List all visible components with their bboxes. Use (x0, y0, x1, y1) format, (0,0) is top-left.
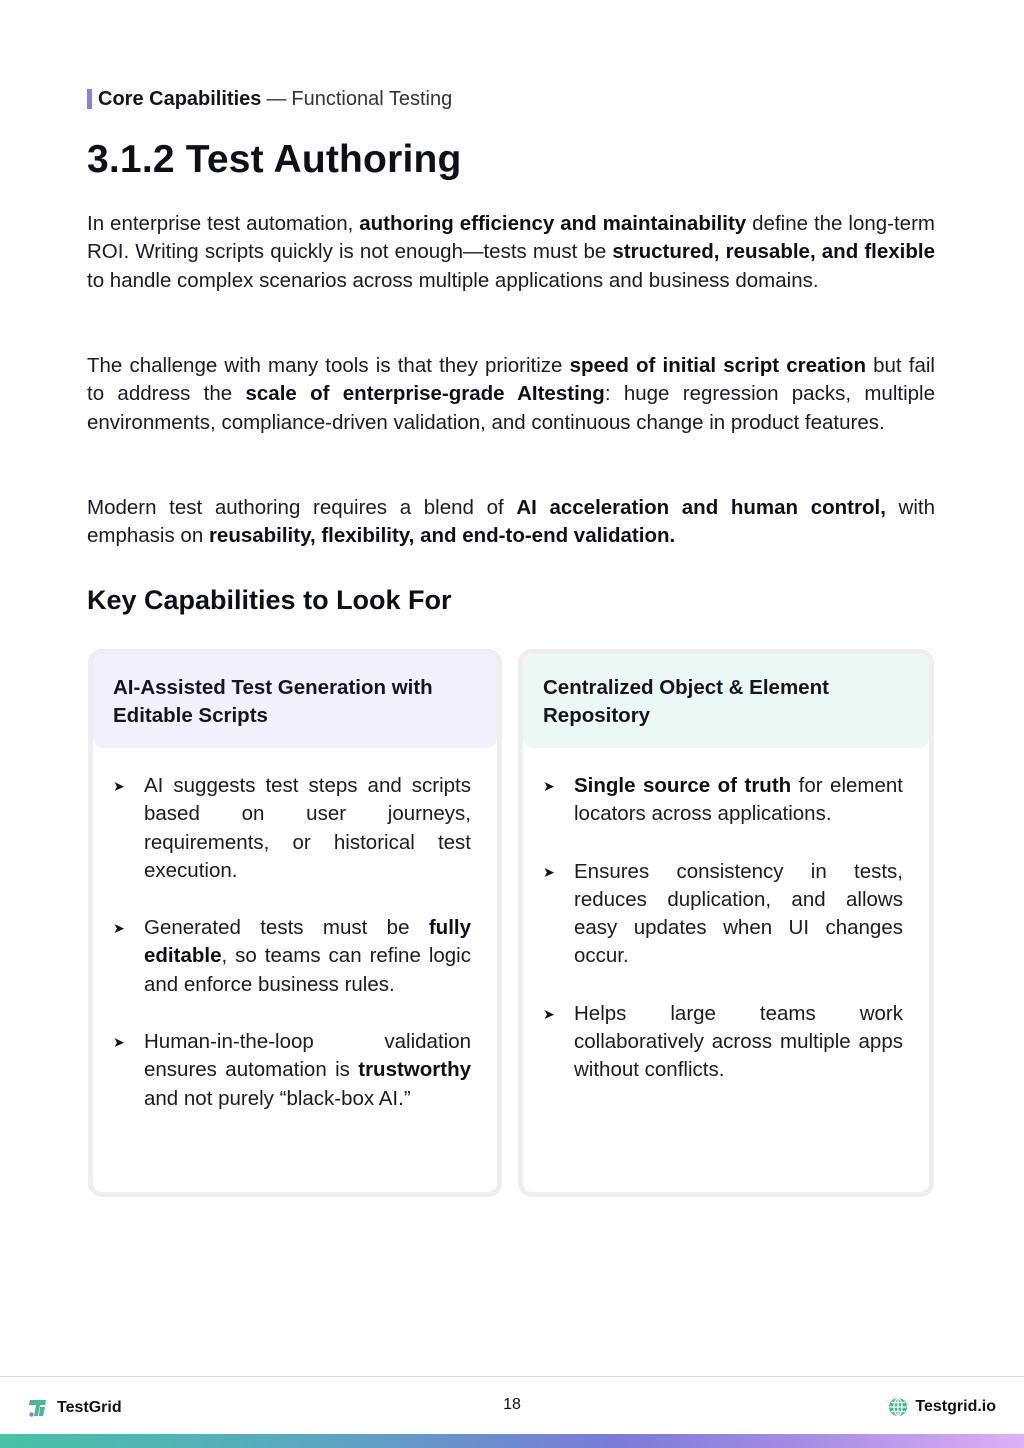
body-text: AI suggests test steps and scripts based on user journeys, requirements, or historical test execution. (144, 774, 471, 882)
arrowhead-right-icon: ➤ (543, 778, 555, 794)
emphasis-text: speed of initial script creation (569, 354, 866, 377)
breadcrumb (87, 86, 452, 112)
list-item (113, 1028, 471, 1113)
emphasis-text: structured, reusable, and flexible (612, 240, 935, 264)
card-title: AI-Assisted Test Generation with Editable Scripts (93, 654, 497, 748)
footer-gradient-bar (0, 1434, 1024, 1448)
emphasis-text: authoring efficiency and maintainability (359, 212, 747, 235)
list-item (543, 772, 903, 829)
modern-authoring-paragraph (87, 494, 935, 551)
section-marker (87, 89, 92, 109)
body-text: Generated tests must be (144, 916, 429, 940)
breadcrumb-subsection: Functional Testing (291, 88, 453, 110)
arrowhead-right-icon: ➤ (113, 920, 125, 937)
brand-name: TestGrid (57, 1399, 122, 1416)
list-item (543, 1000, 903, 1085)
footer-website[interactable] (888, 1397, 996, 1417)
list-item (543, 858, 903, 971)
body-text: : huge regression packs, multiple environments, compliance-driven validation, and continuous change in product features. (87, 382, 935, 434)
bullet-text (144, 914, 471, 999)
intro-paragraph (87, 210, 935, 295)
bullet-text (144, 1028, 471, 1113)
card-bullet-list (93, 748, 497, 1113)
emphasis-text: Single source of truth (574, 774, 792, 797)
arrowhead-right-icon: ➤ (543, 1005, 555, 1022)
body-text: Human-in-the-loop validation ensures automation is (144, 1030, 471, 1082)
body-text: for element locators across applications. (574, 774, 903, 826)
arrowhead-right-icon: ➤ (113, 1034, 125, 1051)
bullet-text (574, 858, 903, 971)
bullet-text (144, 772, 471, 885)
body-text: Ensures consistency in tests, reduces duplication, and allows easy updates when UI changes occur. (574, 859, 903, 968)
arrowhead-right-icon: ➤ (113, 778, 125, 794)
emphasis-text: AI acceleration and human control, (516, 496, 886, 519)
body-text: Helps large teams work collaboratively across multiple apps without conflicts. (574, 1001, 903, 1082)
bullet-text (574, 772, 903, 829)
card-bullet-list (523, 748, 929, 1085)
body-text: Modern test authoring requires a blend of (87, 496, 517, 519)
breadcrumb-separator: — (266, 88, 287, 110)
list-item (113, 914, 471, 999)
bullet-text (574, 1000, 903, 1085)
body-text: define the long-term ROI. Writing scripts quickly is not enough—tests must be (87, 212, 935, 264)
arrowhead-right-icon: ➤ (543, 863, 555, 880)
body-text: to handle complex scenarios across multiple applications and business domains. (87, 268, 819, 292)
body-text: The challenge with many tools is that they prioritize (87, 354, 570, 377)
challenge-paragraph (87, 352, 935, 437)
emphasis-text: scale of enterprise-grade AItesting (245, 382, 605, 406)
emphasis-text: reusability, flexibility, and end-to-end validation. (208, 524, 676, 548)
body-text: and not purely “black-box AI.” (144, 1086, 411, 1110)
body-text: In enterprise test automation, (87, 212, 360, 235)
capability-card-ai-assisted (88, 649, 502, 1197)
emphasis-text: trustworthy (358, 1058, 471, 1082)
breadcrumb-section: Core Capabilities (98, 88, 262, 110)
list-item (113, 772, 471, 885)
website-link[interactable]: Testgrid.io (915, 1398, 996, 1415)
body-text: but fail to address the (87, 354, 935, 406)
footer-divider (0, 1376, 1024, 1377)
page-title: 3.1.2 Test Authoring (87, 138, 462, 181)
body-text: with emphasis on (87, 496, 935, 548)
capability-card-object-repository (518, 649, 934, 1197)
emphasis-text: fully editable (144, 916, 471, 968)
section-subheading: Key Capabilities to Look For (87, 585, 452, 615)
page-number: 18 (503, 1396, 521, 1413)
globe-icon (888, 1397, 908, 1417)
card-title: Centralized Object & Element Repository (523, 654, 929, 748)
body-text: , so teams can refine logic and enforce business rules. (144, 944, 471, 996)
